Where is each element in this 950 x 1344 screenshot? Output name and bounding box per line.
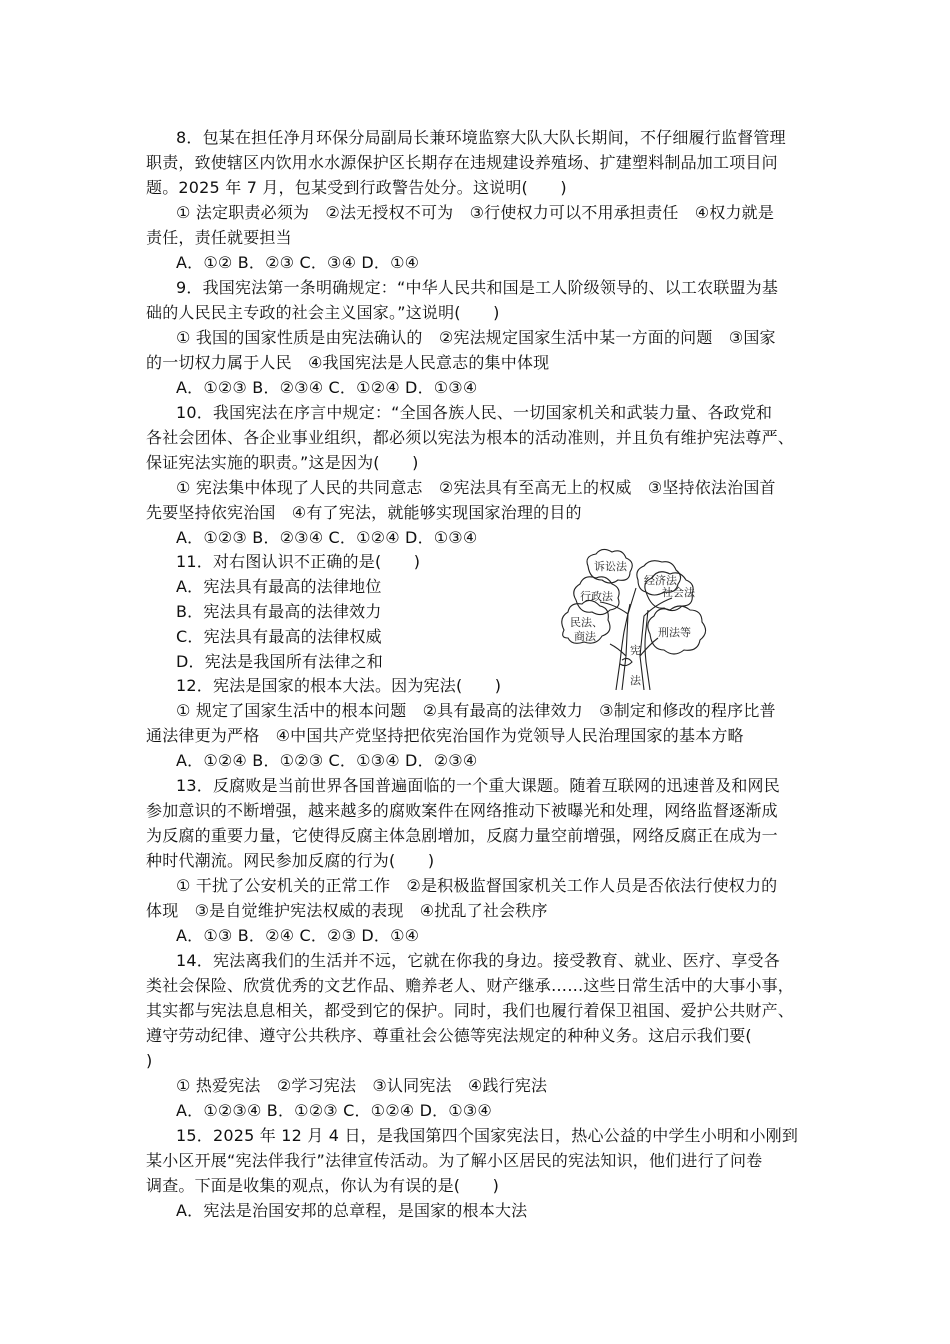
question-12-answers: A．①②④ B．①②③ C．①③④ D．②③④ bbox=[176, 751, 478, 770]
tree-label-litigation-law: 诉讼法 bbox=[594, 560, 627, 573]
question-8-options: ① 法定职责必须为 ②法无授权不可为 ③行使权力可以不用承担责任 ④权力就是 bbox=[176, 203, 775, 222]
question-13-stem-line-2: 参加意识的不断增强，越来越多的腐败案件在网络推动下被曝光和处理，网络监督逐渐成 bbox=[146, 801, 778, 820]
question-8-stem-line-2: 职责，致使辖区内饮用水水源保护区长期存在违规建设养殖场、扩建塑料制品加工项目问 bbox=[146, 153, 778, 172]
question-10-options-line-2: 先要坚持依宪治国 ④有了宪法，就能够实现国家治理的目的 bbox=[146, 503, 582, 522]
question-11-option-c: C．宪法具有最高的法律权威 bbox=[176, 627, 382, 646]
tree-label-social-law: 社会法 bbox=[662, 586, 695, 599]
question-15-stem-line-2: 某小区开展“宪法伴我行”法律宣传活动。为了解小区居民的宪法知识，他们进行了问卷 bbox=[146, 1151, 763, 1170]
question-14-stem-line-2: 类社会保险、欣赏优秀的文艺作品、赡养老人、财产继承……这些日常生活中的大事小事， bbox=[146, 976, 795, 995]
question-13-stem: 13．反腐败是当前世界各国普遍面临的一个重大课题。随着互联网的迅速普及和网民 bbox=[176, 776, 780, 795]
question-14-stem-line-4: 遵守劳动纪律、遵守公共秩序、尊重社会公德等宪法规定的种种义务。这启示我们要( bbox=[146, 1026, 752, 1045]
tree-label-economic-law: 经济法 bbox=[644, 574, 677, 587]
question-10-stem-line-2: 各社会团体、各企业事业组织，都必须以宪法为根本的活动准则，并且负有维护宪法尊严、 bbox=[146, 428, 795, 447]
question-11-stem: 11．对右图认识不正确的是( ) bbox=[176, 552, 421, 571]
question-13-answers: A．①③ B．②④ C．②③ D．①④ bbox=[176, 926, 420, 945]
question-8-answers: A．①② B．②③ C．③④ D．①④ bbox=[176, 253, 420, 272]
question-12-stem: 12．宪法是国家的根本大法。因为宪法( ) bbox=[176, 676, 502, 695]
tree-label-commercial-law: 商法 bbox=[574, 630, 596, 643]
question-14-answers: A．①②③④ B．①②③ C．①②④ D．①③④ bbox=[176, 1101, 492, 1120]
question-12-options: ① 规定了国家生活中的根本问题 ②具有最高的法律效力 ③制定和修改的程序比普 bbox=[176, 701, 776, 720]
question-15-stem-line-3: 调查。下面是收集的观点，你认为有误的是( ) bbox=[146, 1176, 500, 1195]
question-11-option-d: D．宪法是我国所有法律之和 bbox=[176, 652, 383, 671]
constitution-tree-figure bbox=[556, 544, 714, 690]
tree-label-administrative-law: 行政法 bbox=[580, 590, 613, 603]
question-9-answers: A．①②③ B．②③④ C．①②④ D．①③④ bbox=[176, 378, 478, 397]
tree-trunk-label-xian: 宪 bbox=[630, 644, 641, 657]
question-9-stem: 9．我国宪法第一条明确规定：“中华人民共和国是工人阶级领导的、以工农联盟为基 bbox=[176, 278, 779, 297]
question-14-options: ① 热爱宪法 ②学习宪法 ③认同宪法 ④践行宪法 bbox=[176, 1076, 548, 1095]
tree-label-criminal-law: 刑法等 bbox=[658, 626, 691, 639]
question-11-option-b: B．宪法具有最高的法律效力 bbox=[176, 602, 382, 621]
question-12-options-line-2: 通法律更为严格 ④中国共产党坚持把依宪治国作为党领导人民治理国家的基本方略 bbox=[146, 726, 744, 745]
question-10-answers: A．①②③ B．②③④ C．①②④ D．①③④ bbox=[176, 528, 478, 547]
question-15-option-a: A．宪法是治国安邦的总章程，是国家的根本大法 bbox=[176, 1201, 528, 1220]
question-10-stem: 10．我国宪法在序言中规定：“全国各族人民、一切国家机关和武装力量、各政党和 bbox=[176, 403, 773, 422]
question-8-stem-line-3: 题。2025 年 7 月，包某受到行政警告处分。这说明( ) bbox=[146, 178, 567, 197]
question-11-option-a: A．宪法具有最高的法律地位 bbox=[176, 577, 382, 596]
question-8-options-line-2: 责任，责任就要担当 bbox=[146, 228, 292, 247]
question-15-stem: 15．2025 年 12 月 4 日，是我国第四个国家宪法日，热心公益的中学生小明和小刚到 bbox=[176, 1126, 799, 1145]
tree-label-civil-law: 民法、 bbox=[570, 616, 603, 629]
question-9-options-line-2: 的一切权力属于人民 ④我国宪法是人民意志的集中体现 bbox=[146, 353, 550, 372]
question-10-options: ① 宪法集中体现了人民的共同意志 ②宪法具有至高无上的权威 ③坚持依法治国首 bbox=[176, 478, 776, 497]
tree-trunk-label-fa: 法 bbox=[630, 674, 641, 687]
question-10-stem-line-3: 保证宪法实施的职责。”这是因为( ) bbox=[146, 453, 419, 472]
question-13-stem-line-3: 为反腐的重要力量，它使得反腐主体急剧增加，反腐力量空前增强，网络反腐正在成为一 bbox=[146, 826, 778, 845]
question-14-stem-line-3: 其实都与宪法息息相关，都受到它的保护。同时，我们也履行着保卫祖国、爱护公共财产、 bbox=[146, 1001, 795, 1020]
question-13-stem-line-4: 种时代潮流。网民参加反腐的行为( ) bbox=[146, 851, 435, 870]
question-14-stem: 14．宪法离我们的生活并不远，它就在你我的身边。接受教育、就业、医疗、享受各 bbox=[176, 951, 780, 970]
question-13-options: ① 干扰了公安机关的正常工作 ②是积极监督国家机关工作人员是否依法行使权力的 bbox=[176, 876, 778, 895]
question-9-options: ① 我国的国家性质是由宪法确认的 ②宪法规定国家生活中某一方面的问题 ③国家 bbox=[176, 328, 776, 347]
question-13-options-line-2: 体现 ③是自觉维护宪法权威的表现 ④扰乱了社会秩序 bbox=[146, 901, 548, 920]
question-8-stem: 8．包某在担任净月环保分局副局长兼环境监察大队大队长期间，不仔细履行监督管理 bbox=[176, 128, 786, 147]
question-14-stem-line-5: ) bbox=[146, 1051, 153, 1070]
question-9-stem-line-2: 础的人民民主专政的社会主义国家。”这说明( ) bbox=[146, 303, 500, 322]
